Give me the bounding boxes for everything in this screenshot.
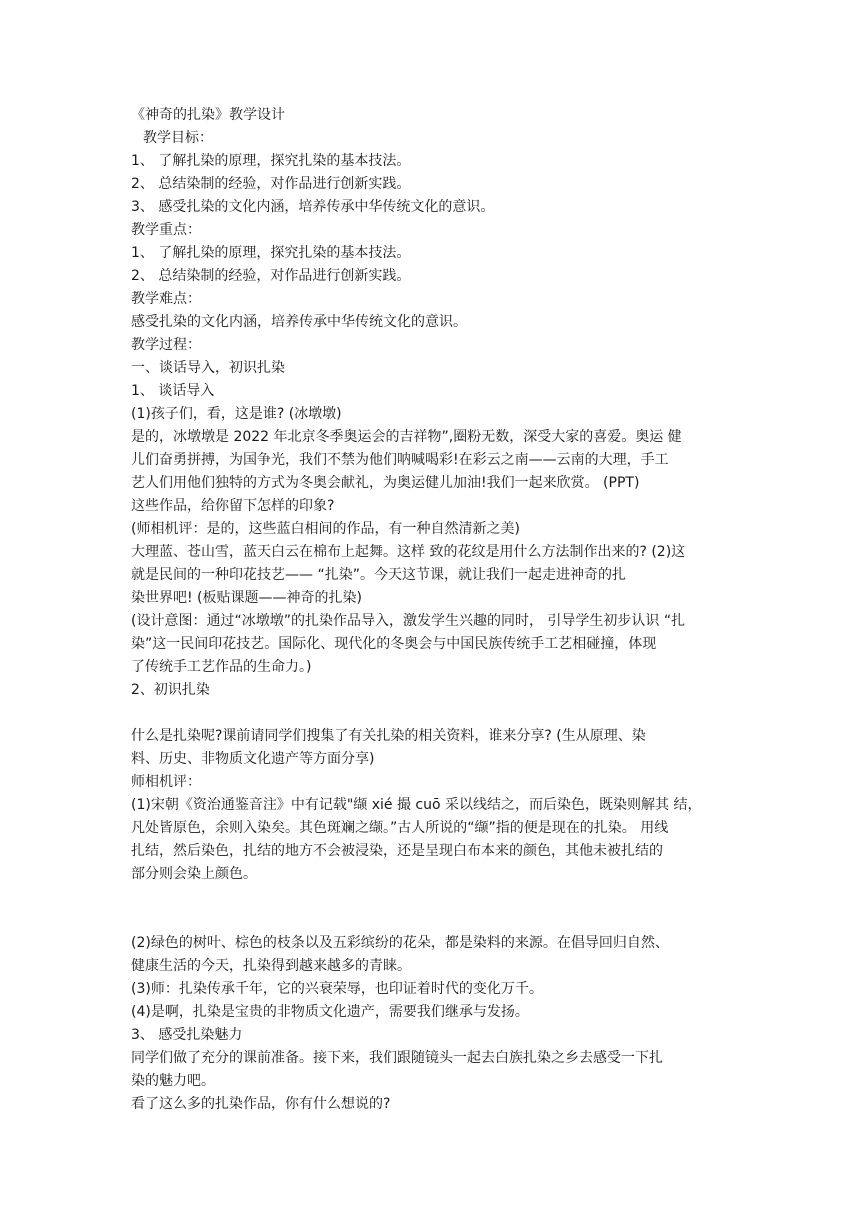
- text-line: 什么是扎染呢?课前请同学们搜集了有关扎染的相关资料，谁来分享? (生从原理、染: [131, 728, 646, 744]
- section-heading-key-points: 教学重点：: [131, 222, 201, 238]
- text-line: 染”这一民间印花技艺。国际化、现代化的冬奥会与中国民族传统手工艺相碰撞，体现: [131, 636, 657, 652]
- text-line: 1、 谈话导入: [131, 383, 215, 399]
- text-line: 感受扎染的文化内涵，培养传承中华传统文化的意识。: [131, 314, 467, 330]
- text-line: 同学们做了充分的课前准备。接下来，我们跟随镜头一起去白族扎染之乡去感受一下扎: [131, 1050, 663, 1066]
- text-line: 料、历史、非物质文化遗产等方面分享): [131, 751, 375, 767]
- section-heading-process: 教学过程：: [131, 337, 201, 353]
- text-line: 1、 了解扎染的原理，探究扎染的基本技法。: [131, 245, 411, 261]
- text-line: 2、初识扎染: [131, 682, 210, 698]
- document-title: 《神奇的扎染》教学设计: [131, 107, 285, 123]
- text-line: (1)宋朝《资治通鉴音注》中有记载"缬 xié 撮 cuō 采以线结之，而后染色，既染则解其 结，: [131, 797, 702, 813]
- text-line: 一、谈话导入，初识扎染: [131, 360, 285, 376]
- text-line: 艺人们用他们独特的方式为冬奥会献礼，为奥运健儿加油!我们一起来欣赏。 (PPT): [131, 475, 640, 491]
- text-line: 凡处皆原色，余则入染矣。其色斑斓之缬。”古人所说的“缬”指的便是现在的扎染。 用线: [131, 820, 669, 836]
- text-line: 扎结，然后染色，扎结的地方不会被浸染，还是呈现白布本来的颜色，其他未被扎结的: [131, 843, 663, 859]
- text-line: (设计意图：通过“冰墩墩”的扎染作品导入，激发学生兴趣的同时， 引导学生初步认识 “扎: [131, 613, 686, 629]
- text-line: 这些作品，给你留下怎样的印象?: [131, 498, 335, 514]
- text-line: 看了这么多的扎染作品，你有什么想说的?: [131, 1096, 391, 1112]
- text-line: 1、 了解扎染的原理，探究扎染的基本技法。: [131, 153, 411, 169]
- text-line: 大理蓝、苍山雪，蓝天白云在棉布上起舞。这样 致的花纹是用什么方法制作出来的? (2)这: [131, 544, 686, 560]
- text-line: 是的，冰墩墩是 2022 年北京冬季奥运会的吉祥物”,圈粉无数，深受大家的喜爱。奥运 健: [131, 429, 682, 445]
- text-line: 2、 总结染制的经验，对作品进行创新实践。: [131, 268, 411, 284]
- text-line: (2)绿色的树叶、棕色的枝条以及五彩缤纷的花朵，都是染料的来源。在倡导回归自然、: [131, 935, 669, 951]
- text-line: 了传统手工艺作品的生命力。): [131, 659, 312, 675]
- text-line: (1)孩子们，看，这是谁? (冰墩墩): [131, 406, 342, 422]
- section-heading-goals: 教学目标：: [143, 130, 213, 146]
- text-line: 师相机评：: [131, 774, 201, 790]
- section-heading-difficulties: 教学难点：: [131, 291, 201, 307]
- text-line: (3)师：扎染传承千年，它的兴衰荣辱，也印证着时代的变化万千。: [131, 981, 543, 997]
- text-line: 健康生活的今天，扎染得到越来越多的青睐。: [131, 958, 411, 974]
- text-line: 就是民间的一种印花技艺—— “扎染”。今天这节课，就让我们一起走进神奇的扎: [131, 567, 626, 583]
- text-line: 儿们奋勇拼搏，为国争光，我们不禁为他们呐喊喝彩!在彩云之南——云南的大理，手工: [131, 452, 669, 468]
- text-line: (4)是啊，扎染是宝贵的非物质文化遗产，需要我们继承与发扬。: [131, 1004, 529, 1020]
- text-line: 部分则会染上颜色。: [131, 866, 257, 882]
- text-line: 3、 感受扎染魅力: [131, 1027, 243, 1043]
- text-line: 染世界吧! (板贴课题——神奇的扎染): [131, 590, 362, 606]
- text-line: 染的魅力吧。: [131, 1073, 215, 1089]
- text-line: 3、 感受扎染的文化内涵，培养传承中华传统文化的意识。: [131, 199, 495, 215]
- text-line: (师相机评：是的，这些蓝白相间的作品，有一种自然清新之美): [131, 521, 520, 537]
- text-line: 2、 总结染制的经验，对作品进行创新实践。: [131, 176, 411, 192]
